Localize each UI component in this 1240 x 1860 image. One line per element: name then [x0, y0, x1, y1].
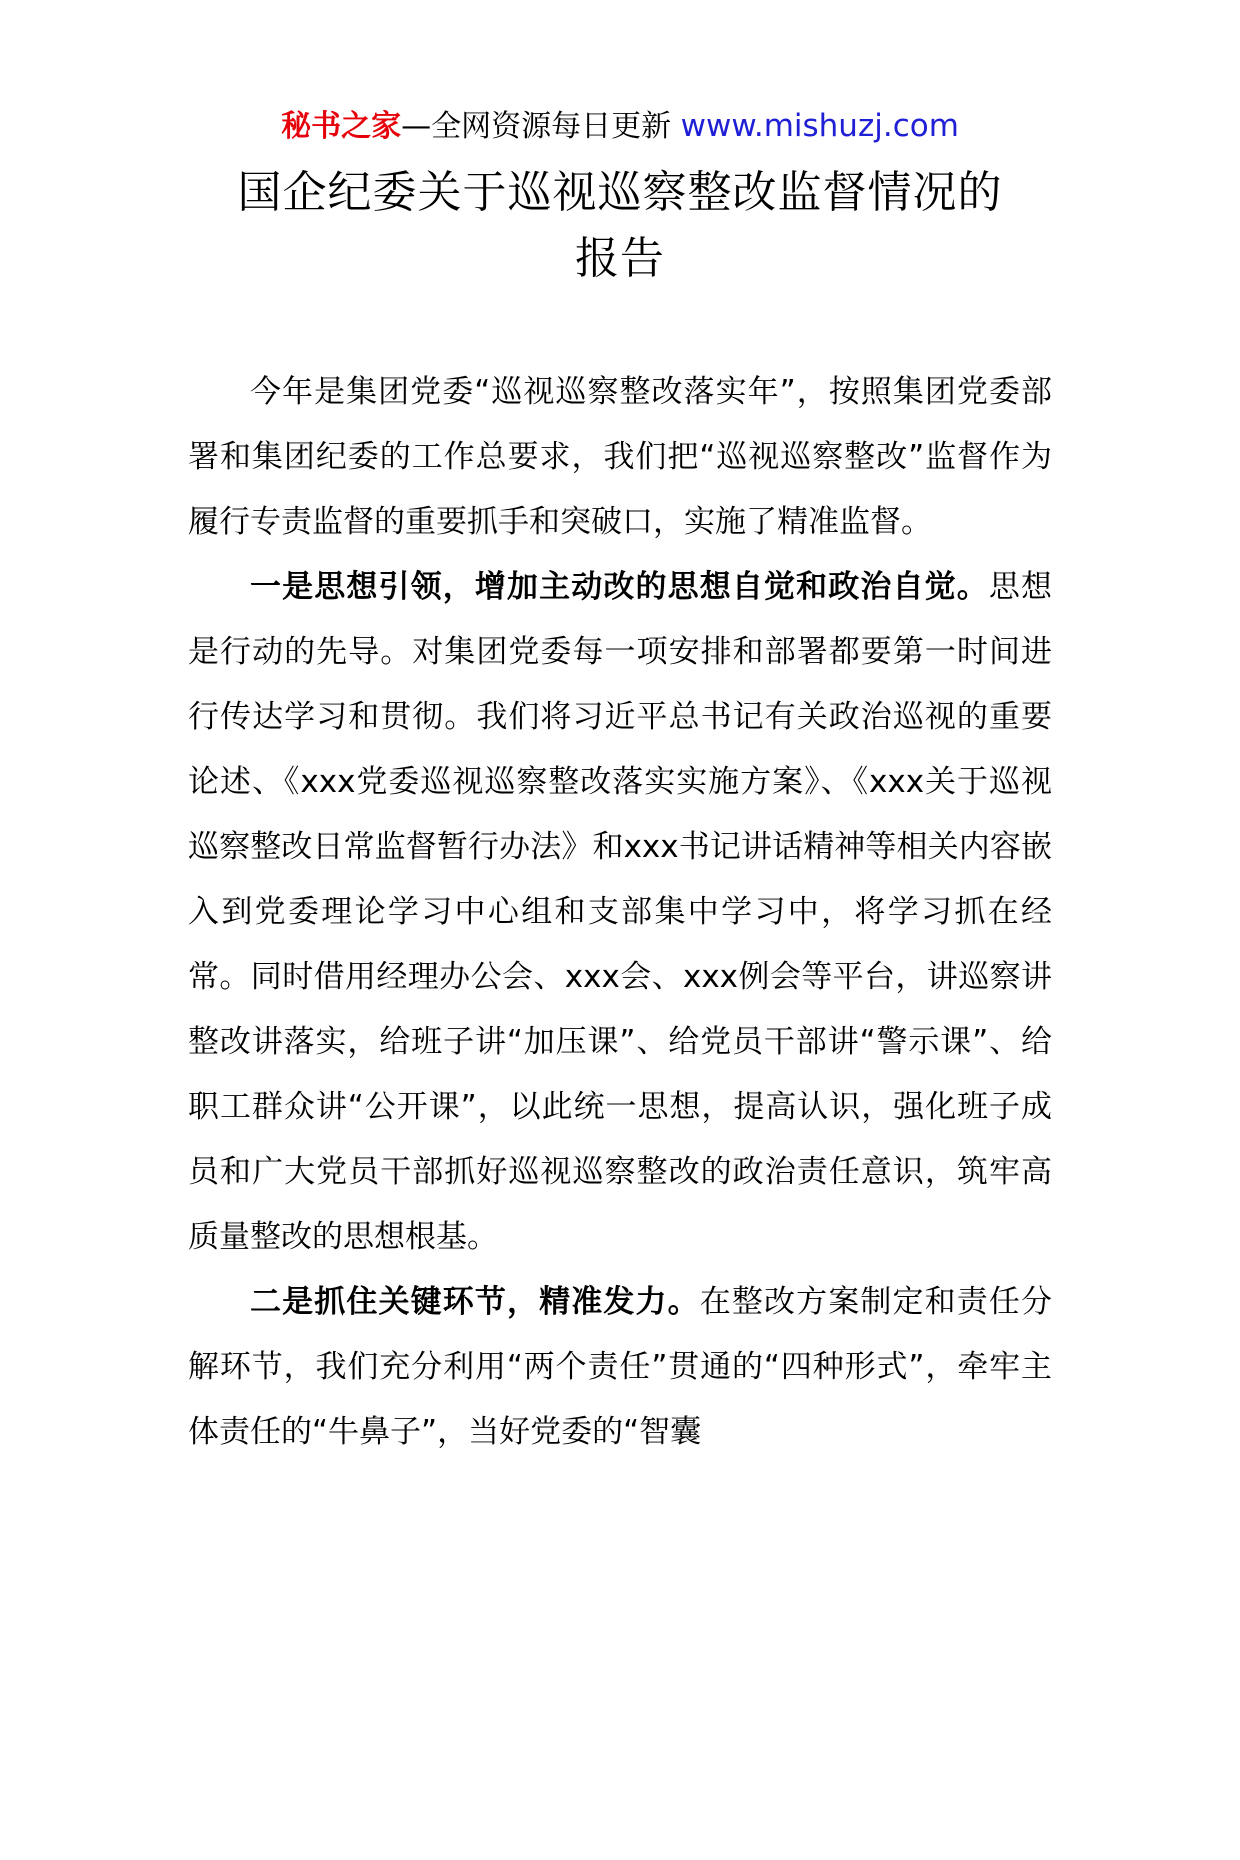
paragraph-intro — [188, 360, 1052, 555]
paragraph-text: 在整改方案制定和责任分解环节，我们充分利用“两个责任”贯通的“四种形式”，牵牢主体责任的“牛鼻子”，当好党委的“智囊 — [188, 1284, 1052, 1450]
document-body — [188, 360, 1052, 1465]
title-line-2: 报告 — [575, 233, 665, 284]
header-tagline: —全网资源每日更新 — [401, 109, 681, 144]
paragraph-lead: 一是思想引领，增加主动改的思想自觉和政治自觉。 — [250, 569, 989, 605]
paragraph-point-1 — [188, 555, 1052, 1270]
site-url-link[interactable]: www.mishuzj.com — [680, 108, 959, 144]
paragraph-point-2 — [188, 1270, 1052, 1465]
paragraph-text: 今年是集团党委“巡视巡察整改落实年”，按照集团党委部署和集团纪委的工作总要求，我们把“巡视巡察整改”监督作为履行专责监督的重要抓手和突破口，实施了精准监督。 — [188, 374, 1052, 540]
paragraph-lead: 二是抓住关键环节，精准发力。 — [250, 1284, 700, 1320]
document-title — [188, 160, 1052, 292]
site-header — [188, 106, 1052, 146]
title-line-1: 国企纪委关于巡视巡察整改监督情况的 — [237, 167, 1003, 218]
brand-name: 秘书之家 — [281, 109, 402, 144]
paragraph-text: 思想是行动的先导。对集团党委每一项安排和部署都要第一时间进行传达学习和贯彻。我们将习近平总书记有关政治巡视的重要论述、《xxx党委巡视巡察整改落实实施方案》、《xxx关于巡视巡察整改日常监督暂行办法》和xxx书记讲话精神等相关内容嵌入到党委理论学习中心组和支部集中学习中，将学习抓在经常。同时借用经理办公会、xxx会、xxx例会等平台，讲巡察讲整改讲落实，给班子讲“加压课”、给党员干部讲“警示课”、给职工群众讲“公开课”，以此统一思想，提高认识，强化班子成员和广大党员干部抓好巡视巡察整改的政治责任意识，筑牢高质量整改的思想根基。 — [188, 569, 1052, 1255]
document-page — [0, 106, 1240, 1860]
